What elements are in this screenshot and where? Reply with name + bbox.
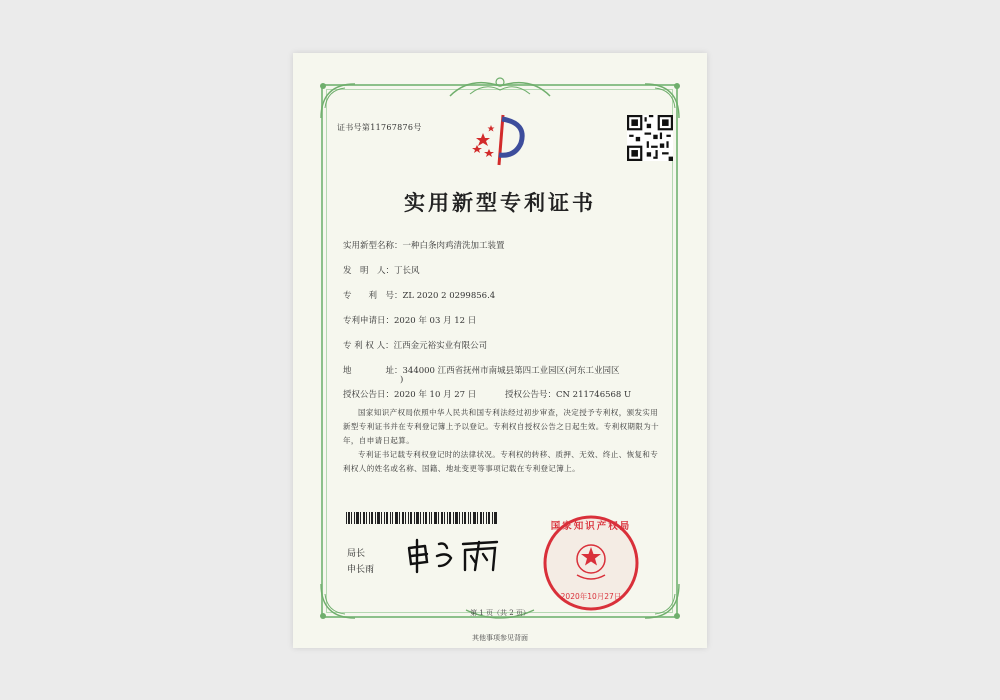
field-label: 专 利 号： [343,291,403,301]
field-utility-name [343,239,505,251]
field-label: 授权公告号： [505,390,557,400]
field-announce-number [505,388,631,400]
legal-paragraph-1: 国家知识产权局依照中华人民共和国专利法经过初步审查，决定授予专利权，颁发实用新型专利证书并在专利登记簿上予以登记。专利权自授权公告之日起生效。专利权期限为十年，自申请日起算。 [343,408,659,445]
director-title: 局长 [347,549,366,559]
official-seal [541,513,641,613]
field-value: ) [400,375,404,385]
patent-office-emblem-icon [469,111,533,169]
field-value: 2020 年 03 月 12 日 [394,316,477,326]
field-inventor [343,264,420,276]
field-value: 2020 年 10 月 27 日 [394,390,477,400]
field-label: 实用新型名称： [343,241,403,251]
field-value: 一种白条肉鸡清洗加工装置 [402,241,505,251]
field-address [343,364,619,376]
field-announce-date [343,388,476,400]
field-patent-number [343,289,495,301]
corner-ornament-top-left [315,78,363,126]
field-application-date [343,314,476,326]
field-value: 344000 江西省抚州市南城县第四工业园区(河东工业园区 [402,366,620,376]
seal-text: 国家知识产权局 [550,521,632,532]
barcode [346,512,498,524]
field-label: 专 利 权 人： [343,341,394,351]
page-number: 第 1 页（共 2 页） [470,609,530,617]
certificate-title: 实用新型专利证书 [404,190,596,215]
field-address-continuation [400,375,403,385]
field-label: 地 址： [343,366,403,376]
field-value: CN 211746568 U [556,390,632,400]
handwritten-signature [403,536,513,576]
field-value: ZL 2020 2 0299856.4 [402,291,496,301]
field-value: 江西金元裕实业有限公司 [393,341,488,351]
qr-code [627,115,673,161]
field-value: 丁长风 [394,266,420,276]
field-label: 授权公告日： [343,390,395,400]
certificate-page [293,53,707,648]
field-label: 发 明 人： [343,266,395,276]
director-name: 申长雨 [347,565,375,575]
footer-note: 其他事项参见背面 [472,634,528,642]
field-patentee [343,339,487,351]
field-label: 专利申请日： [343,316,395,326]
top-ornament [440,72,560,102]
legal-paragraph-2: 专利证书记载专利权登记时的法律状况。专利权的转移、质押、无效、终止、恢复和专利权人的姓名或名称、国籍、地址变更等事项记载在专利登记簿上。 [343,450,659,473]
certificate-number: 证书号第11767876号 [337,123,422,132]
seal-date: 2020年10月27日 [560,592,622,601]
